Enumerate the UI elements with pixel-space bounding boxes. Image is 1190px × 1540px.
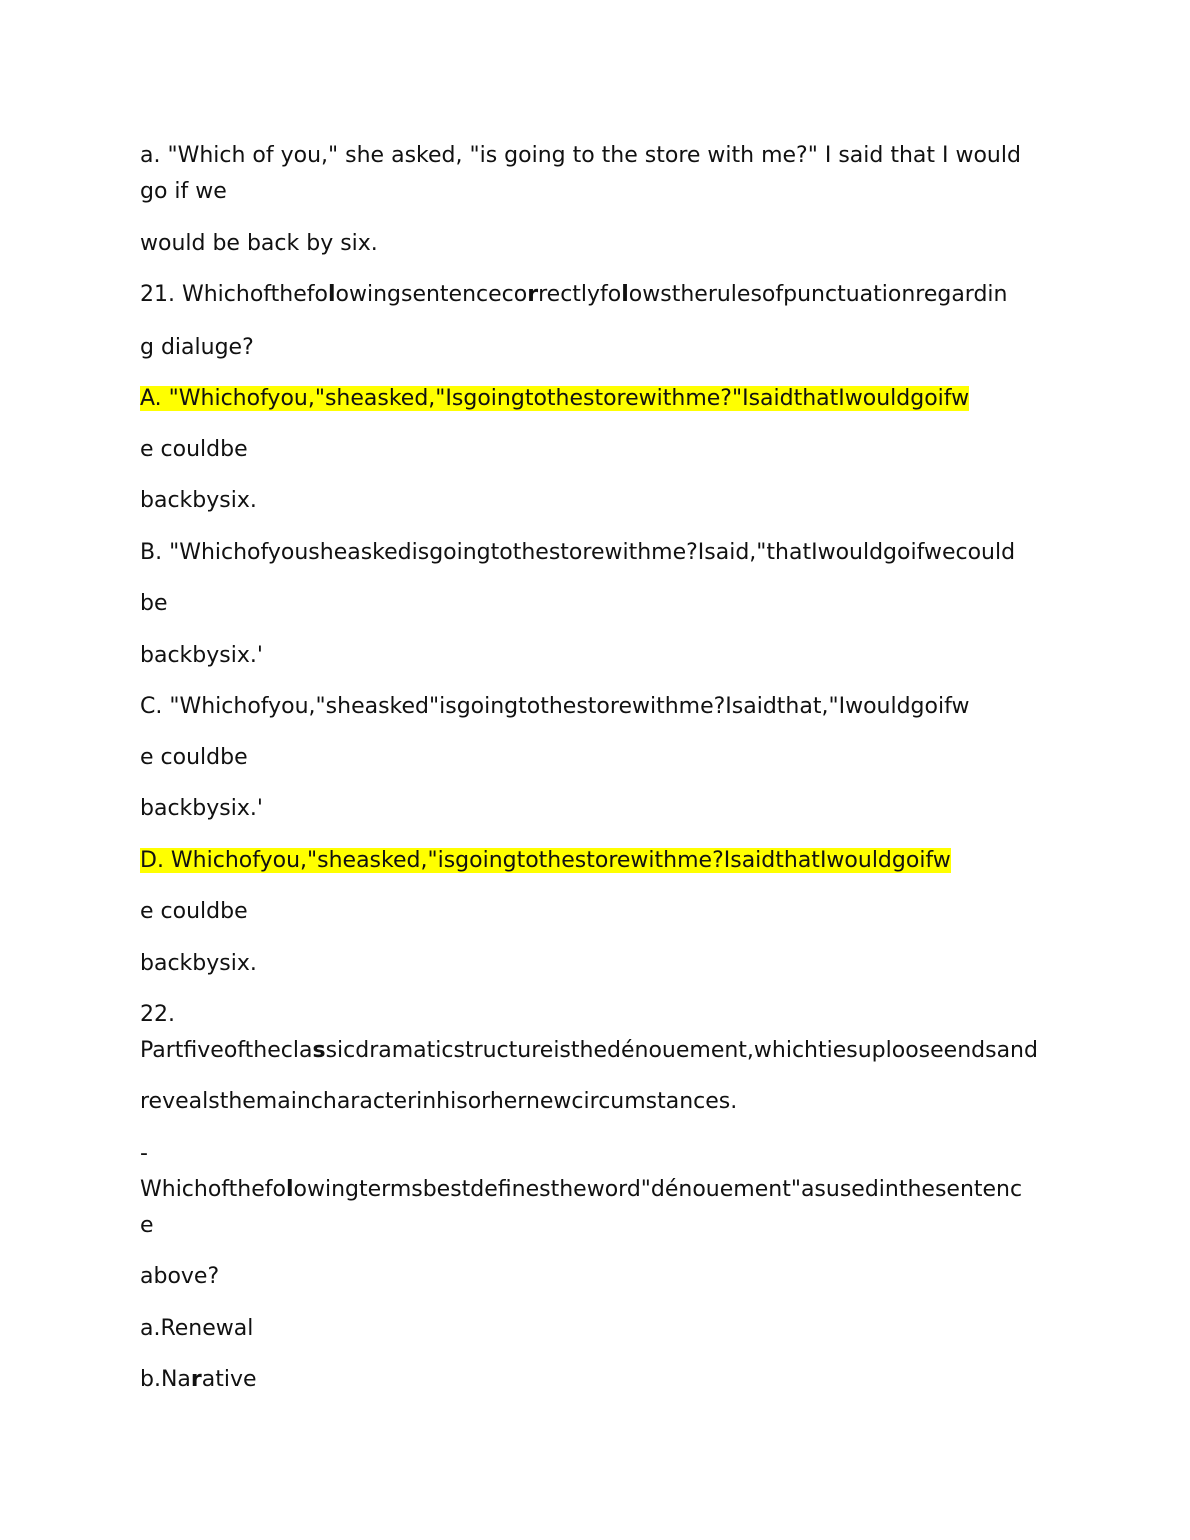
choice-b (140, 1362, 257, 1398)
text-run: rectlyfo (538, 282, 622, 307)
text-run: Whichofthefo (140, 1177, 286, 1202)
text-run: 21. Whichofthefo (140, 282, 328, 307)
dash-line: - (140, 1141, 148, 1166)
question-21-line-1 (140, 277, 1007, 313)
option-c-line-3: backbysix.' (140, 796, 263, 821)
highlighted-text: A. "Whichofyou,"sheasked,"Isgoingtothestorewithme?"IsaidthatIwouldgoifw (140, 386, 970, 411)
option-c-line-2: e couldbe (140, 745, 248, 770)
question-22-prompt-line-3: above? (140, 1264, 220, 1289)
option-b-line-3: backbysix.' (140, 643, 263, 668)
question-22-line-1 (140, 1033, 1038, 1069)
option-d-line-2: e couldbe (140, 899, 248, 924)
text-run: owstherulesofpunctuationregardin (628, 282, 1008, 307)
bold-letter: r (527, 282, 539, 307)
option-a-line-1 (140, 381, 969, 417)
question-22-prompt-line-2: e (140, 1213, 154, 1238)
question-22-line-2: revealsthemaincharacterinhisorhernewcircumstances. (140, 1089, 738, 1114)
answer-a-line-2: go if we (140, 179, 227, 204)
answer-a-line-3: would be back by six. (140, 231, 378, 256)
text-run: owingsentenceco (335, 282, 528, 307)
text-run: sicdramaticstructureisthedénouement,whichtiesuplooseendsand (325, 1038, 1038, 1063)
question-21-line-2: g dialuge? (140, 335, 254, 360)
text-run: ative (201, 1367, 257, 1392)
option-b-line-1: B. "Whichofyousheaskedisgoingtothestorewithme?Isaid,"thatIwouldgoifwecould (140, 540, 1016, 565)
bold-letter: l (285, 1177, 294, 1202)
text-run: Partfiveofthecla (140, 1038, 313, 1063)
answer-a-line-1: a. "Which of you," she asked, "is going to the store with me?" I said that I would (140, 143, 1021, 168)
option-a-line-3: backbysix. (140, 488, 257, 513)
option-d-line-1 (140, 843, 951, 879)
bold-letter: l (621, 282, 629, 307)
text-run: b.Na (140, 1367, 191, 1392)
text-run: owingtermsbestdefinestheword"dénouement"asusedinthesentenc (293, 1177, 1023, 1202)
highlighted-text: D. Whichofyou,"sheasked,"isgoingtothestorewithme?IsaidthatIwouldgoifw (140, 848, 951, 873)
bold-letter: s (312, 1038, 326, 1063)
bold-letter: l (327, 282, 336, 307)
bold-letter: r (190, 1367, 202, 1392)
option-b-line-2: be (140, 591, 168, 616)
option-c-line-1: C. "Whichofyou,"sheasked"isgoingtothestorewithme?Isaidthat,"Iwouldgoifw (140, 694, 970, 719)
question-22-prompt-line-1 (140, 1172, 1022, 1208)
question-22-number: 22. (140, 1002, 175, 1027)
option-a-line-2: e couldbe (140, 437, 248, 462)
option-d-line-3: backbysix. (140, 951, 257, 976)
choice-a: a.Renewal (140, 1316, 254, 1341)
